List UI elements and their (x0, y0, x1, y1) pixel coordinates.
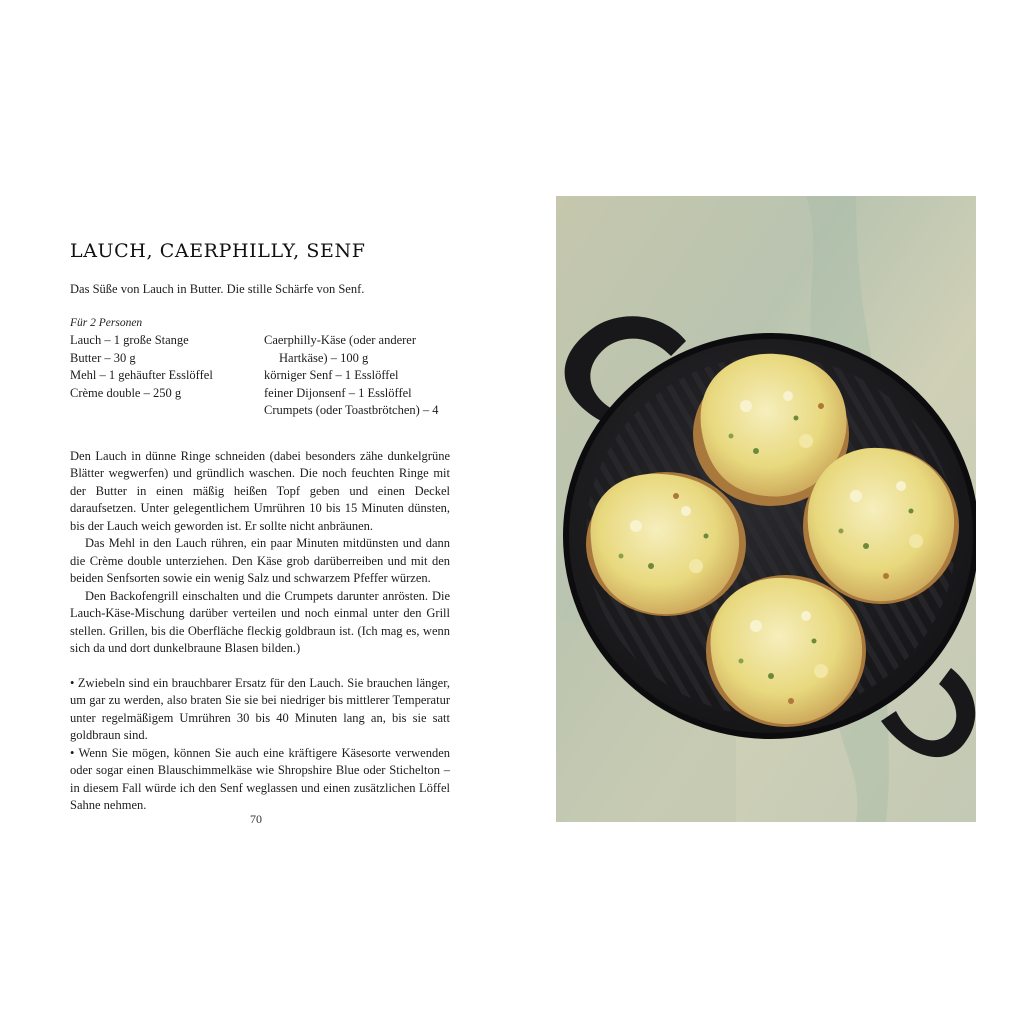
ingredient-item: Lauch – 1 große Stange (70, 333, 189, 347)
ingredients-list (70, 332, 450, 420)
ingredients-column-right (264, 332, 450, 420)
ingredient-item: feiner Dijonsenf – 1 Esslöffel (264, 385, 412, 400)
ingredient-item: Butter – 30 g (70, 350, 136, 365)
food-photo-illustration (556, 196, 976, 822)
crumpet (803, 448, 959, 604)
method-paragraph: Den Lauch in dünne Ringe schneiden (dabei besonders zähe dunkelgrüne Blätter wegwerfen) und gründlich waschen. Die noch feuchten Ringe mit der Butter in einen mäßig heißen Topf geben und einen Deckel daraufsetzen. Unter gelegentlichem Umrühren 10 bis 15 Minuten dünsten, bis der Lauch weich geworden ist. Er sollte nicht anbräunen. (70, 448, 450, 533)
note-item: • Zwiebeln sind ein brauchbarer Ersatz für den Lauch. Sie brauchen länger, um gar zu werden, also braten Sie sie bei niedriger bis mittlerer Temperatur unter regelmäßigem Umrühren 30 bis 40 Minuten lang an, bis sie satt goldbraun sind. (70, 675, 450, 742)
ingredients-column-left (70, 332, 264, 420)
ingredient-item: Crumpets (oder Toastbrötchen) – 4 (264, 403, 439, 417)
method-paragraph: Den Backofengrill einschalten und die Crumpets darunter anrösten. Die Lauch-Käse-Mischung darüber verteilen und noch einmal unter den Grill stellen. Grillen, bis die Oberfläche fleckig goldbraun ist. (Ich mag es, wenn sich da und dort dunkelbraune Blasen bilden.) (70, 588, 450, 655)
method-paragraph: Das Mehl in den Lauch rühren, ein paar Minuten mitdünsten und dann die Crème double unterziehen. Den Käse grob darüberreiben und mit den beiden Senfsorten sowie ein wenig Salz und schwarzem Pfeffer würzen. (70, 536, 450, 585)
ingredient-item: körniger Senf – 1 Esslöffel (264, 368, 399, 382)
note-item: • Wenn Sie mögen, können Sie auch eine kräftigere Käsesorte verwenden oder sogar einen Blauschimmelkäse wie Shropshire Blue oder Stichelton – in diesem Fall würde ich den Senf weglassen und einen zusätzlichen Löffel Sahne nehmen. (70, 745, 450, 812)
recipe-title: LAUCH, CAERPHILLY, SENF (70, 240, 366, 262)
page-number: 70 (250, 812, 262, 826)
method-text (70, 448, 450, 658)
crumpet (706, 575, 866, 727)
recipe-notes (70, 675, 450, 815)
ingredient-item: Hartkäse) – 100 g (279, 350, 369, 365)
ingredient-item: Caerphilly-Käse (oder anderer (264, 333, 417, 347)
crumpet (586, 472, 746, 616)
recipe-intro: Das Süße von Lauch in Butter. Die stille Schärfe von Senf. (70, 282, 365, 296)
ingredient-item: Mehl – 1 gehäufter Esslöffel (70, 368, 213, 382)
recipe-page (70, 238, 450, 815)
ingredient-item: Crème double – 250 g (70, 385, 182, 400)
food-photo (556, 196, 976, 822)
serves-label: Für 2 Personen (70, 317, 143, 329)
